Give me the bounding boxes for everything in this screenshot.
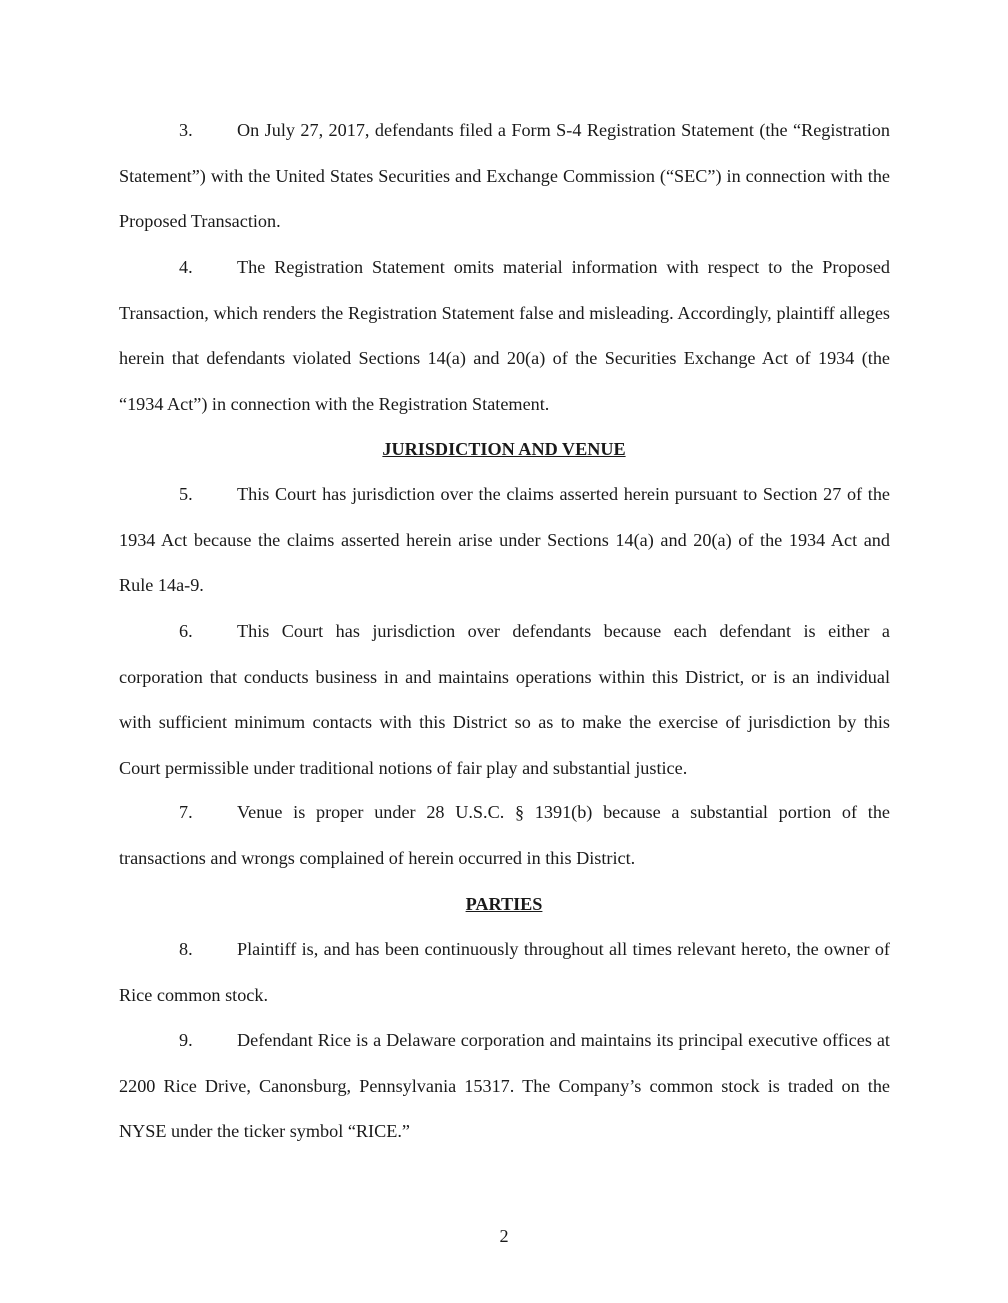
paragraph-text: This Court has jurisdiction over defendants because each defendant is either a corporation that conducts business in and maintains operations within this District, or is an individual with sufficient minimum contacts with this District so as to make the exercise of jurisdiction by this Court permissible under traditional notions of fair play and substantial justice. <box>119 621 890 778</box>
paragraph-number: 4. <box>179 257 193 277</box>
paragraph-6 <box>119 609 890 791</box>
paragraph-5 <box>119 472 890 609</box>
paragraph-text: On July 27, 2017, defendants filed a Form S-4 Registration Statement (the “Registration Statement”) with the United States Securities and Exchange Commission (“SEC”) in connection with the Proposed Transaction. <box>119 120 890 231</box>
paragraph-8 <box>119 927 890 1018</box>
paragraph-text: This Court has jurisdiction over the claims asserted herein pursuant to Section 27 of the 1934 Act because the claims asserted herein arise under Sections 14(a) and 20(a) of the 1934 Act and Rule 14a-9. <box>119 484 890 595</box>
paragraph-number: 3. <box>179 120 193 140</box>
paragraph-number: 7. <box>179 802 193 822</box>
paragraph-4 <box>119 245 890 427</box>
paragraph-number: 6. <box>179 621 193 641</box>
paragraph-number: 9. <box>179 1030 193 1050</box>
paragraph-number: 5. <box>179 484 193 504</box>
paragraph-text: Plaintiff is, and has been continuously throughout all times relevant hereto, the owner of Rice common stock. <box>119 939 890 1005</box>
paragraph-3 <box>119 108 890 245</box>
paragraph-text: Venue is proper under 28 U.S.C. § 1391(b) because a substantial portion of the transactions and wrongs complained of herein occurred in this District. <box>119 802 890 868</box>
paragraph-text: The Registration Statement omits material information with respect to the Proposed Transaction, which renders the Registration Statement false and misleading. Accordingly, plaintiff alleges herein that defendants violated Sections 14(a) and 20(a) of the Securities Exchange Act of 1934 (the “1934 Act”) in connection with the Registration Statement. <box>119 257 890 414</box>
paragraph-9 <box>119 1018 890 1155</box>
paragraph-number: 8. <box>179 939 193 959</box>
paragraph-7 <box>119 790 890 881</box>
section-heading-jurisdiction: JURISDICTION AND VENUE <box>382 439 626 459</box>
paragraph-text: Defendant Rice is a Delaware corporation and maintains its principal executive offices at 2200 Rice Drive, Canonsburg, Pennsylvania 15317. The Company’s common stock is traded on the NYSE under the ticker symbol “RICE.” <box>119 1030 890 1141</box>
page-number: 2 <box>499 1226 509 1246</box>
section-heading-parties: PARTIES <box>465 894 543 914</box>
